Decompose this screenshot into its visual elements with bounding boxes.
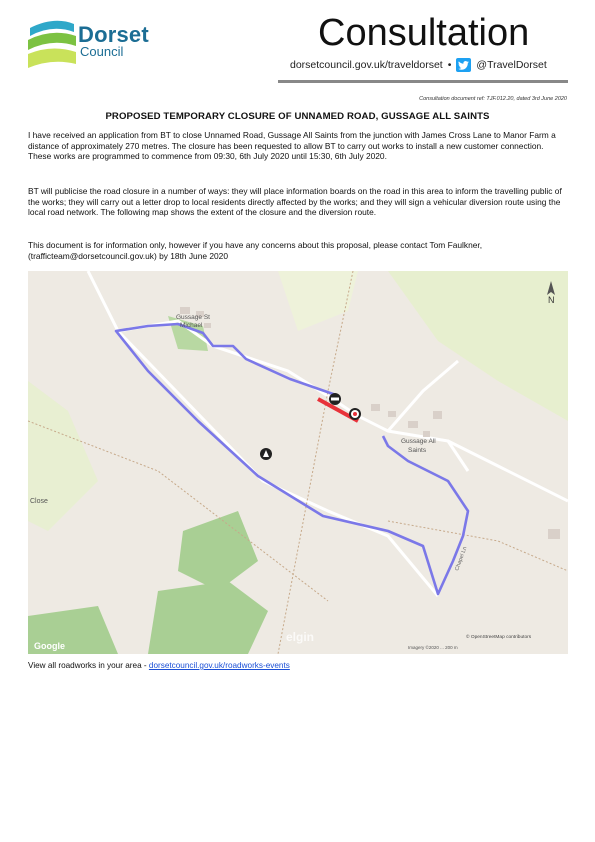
map-scale: Imagery ©2020 ... 200 m xyxy=(408,645,458,650)
paragraph-contact: This document is for information only, however if you have any concerns about this proposal, please contact Tom Faulkner, (trafficteam@dorsetcouncil.gov.uk) by 18th June 2020 xyxy=(28,240,483,261)
north-label: N xyxy=(548,295,555,305)
website-link[interactable]: dorsetcouncil.gov.uk/traveldorset xyxy=(290,59,443,71)
osm-attribution: © OpenStreetMap contributors xyxy=(466,635,532,640)
logo-name-council: Council xyxy=(80,44,124,59)
twitter-bird-icon[interactable] xyxy=(456,58,471,72)
google-logo: Google xyxy=(34,641,65,651)
page-title: Consultation xyxy=(318,12,530,54)
village-label-all-saints-line1: Gussage All xyxy=(401,438,436,445)
paragraph-publicity: BT will publicise the road closure in a number of ways: they will place information boards on the road in this area to inform the travelling public of the works; they will carry out a letter drop to local residents directly affected by the works; and they will sign a vehicular diversion route using the local road network. The following map shows the extent of the closure and the diversion route. xyxy=(28,186,562,218)
road-name-label: Chapel Ln xyxy=(454,546,469,572)
separator-bullet: • xyxy=(447,59,452,71)
end-marker-icon xyxy=(349,408,361,420)
document-reference: Consultation document ref: TJF.012.20, dated 3rd June 2020 xyxy=(419,96,567,102)
footer-text: View all roadworks in your area - xyxy=(28,661,149,670)
map-canvas xyxy=(28,271,568,654)
village-label-st-michael-line1: Gussage St xyxy=(176,314,210,321)
map-watermark: elgin xyxy=(286,630,315,644)
notice-heading: PROPOSED TEMPORARY CLOSURE OF UNNAMED ROAD, GUSSAGE ALL SAINTS xyxy=(105,111,490,122)
header-rule xyxy=(278,80,568,83)
paragraph-application: I have received an application from BT to close Unnamed Road, Gussage All Saints from the junction with James Cross Lane to Manor Farm a distance of approximately 270 metres. The closure has been requested to allow BT to carry out works to install a new customer connection. These works are programmed to commence from 09:30, 6th July 2020 until 15:30, 6th July 2020. xyxy=(28,130,556,162)
twitter-handle[interactable]: @TravelDorset xyxy=(476,59,547,71)
closure-map xyxy=(28,271,568,654)
roadworks-sign-icon xyxy=(260,448,272,460)
footer-line xyxy=(28,661,290,670)
contact-row xyxy=(290,58,547,72)
left-edge-label: Close xyxy=(30,498,48,505)
village-label-all-saints-line2: Saints xyxy=(408,447,427,454)
closure-marker-icon xyxy=(329,393,341,405)
logo-name-dorset: Dorset xyxy=(78,22,149,47)
village-label-st-michael-line2: Michael xyxy=(180,322,203,329)
roadworks-events-link[interactable]: dorsetcouncil.gov.uk/roadworks-events xyxy=(148,661,290,670)
